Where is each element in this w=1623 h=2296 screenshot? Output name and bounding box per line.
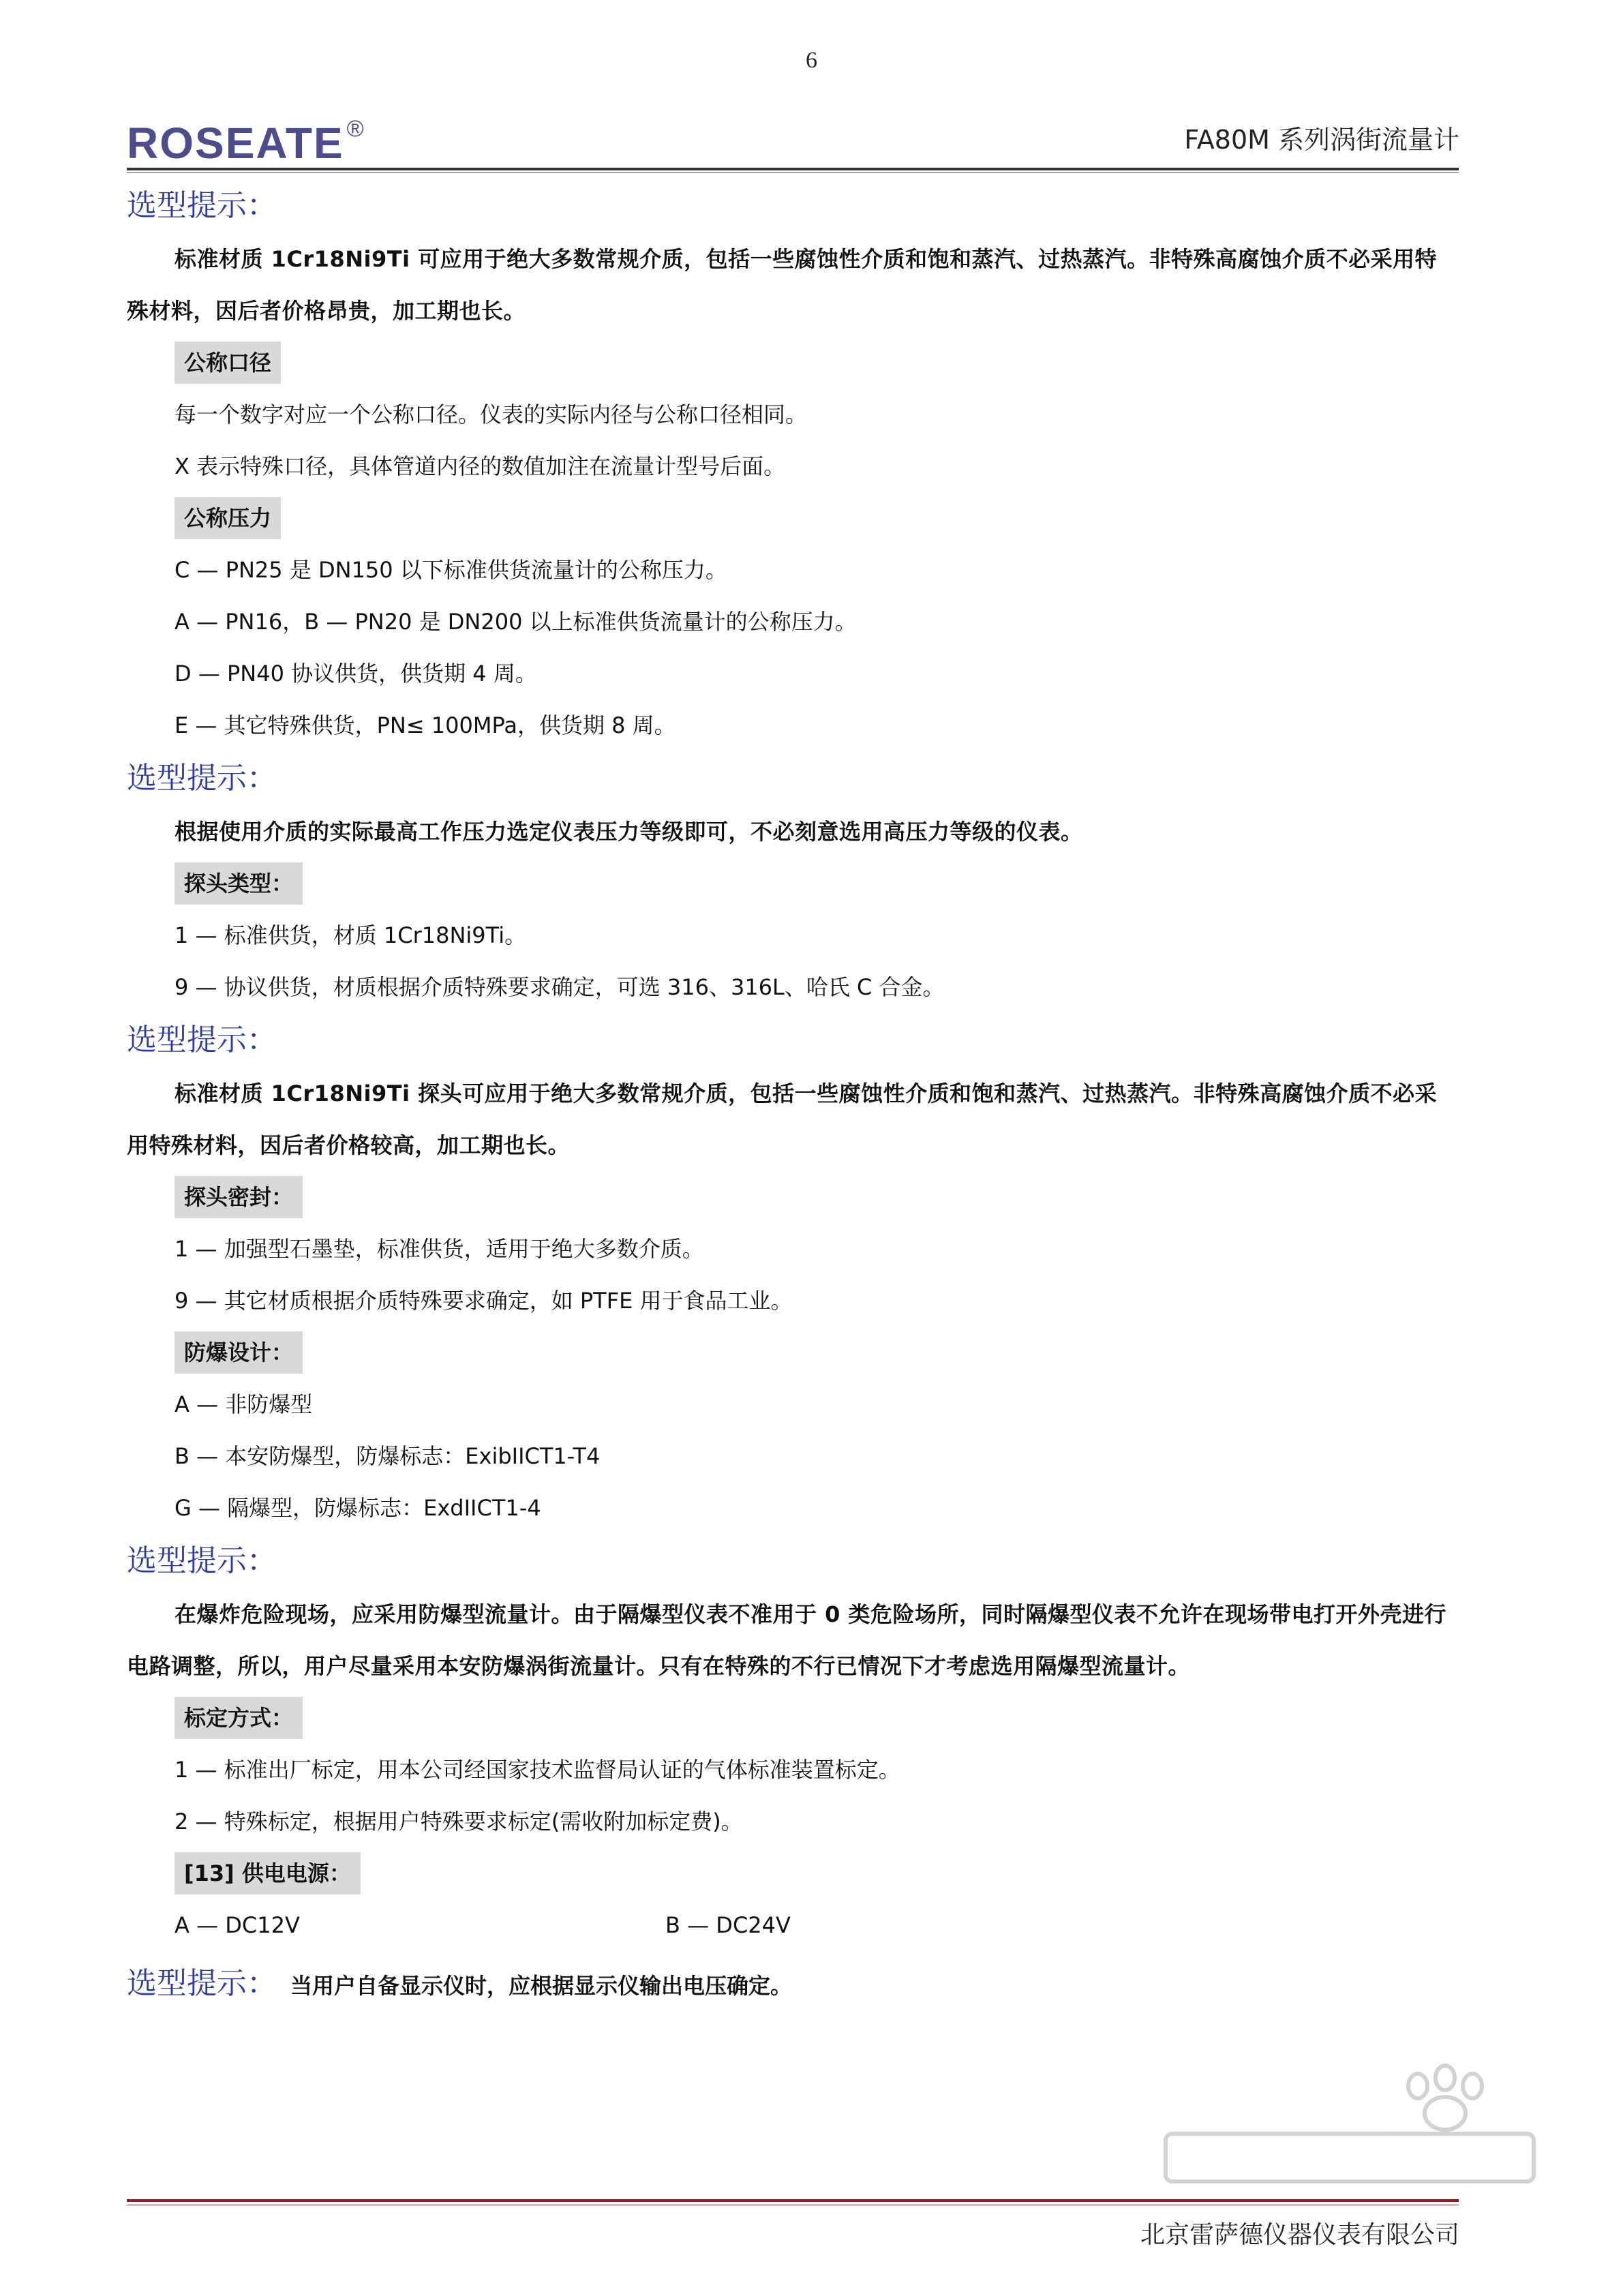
registered-mark: ® [346,116,365,142]
nominal-pressure-line: D — PN40 协议供货，供货期 4 周。 [175,661,537,686]
section-label-wrap [127,858,1459,909]
probe-seal-line: 9 — 其它材质根据介质特殊要求确定，如 PTFE 用于食品工业。 [175,1288,793,1314]
section-label-wrap [127,1327,1459,1378]
header-rule [127,168,1459,170]
nominal-diameter-line: 每一个数字对应一个公称口径。仪表的实际内径与公称口径相同。 [175,402,808,427]
calibration-line: 1 — 标准出厂标定，用本公司经国家技术监督局认证的气体标准装置标定。 [175,1757,900,1783]
tip-text: 标准材质 1Cr18Ni9Ti 探头可应用于绝大多数常规介质，包括一些腐蚀性介质和饱和蒸汽、过热蒸汽。非特殊高腐蚀介质不必采用特殊材料，因后者价格较高，加工期也长。 [127,1081,1438,1158]
nominal-pressure-label: 公称压力 [175,497,281,539]
nominal-diameter-line: X 表示特殊口径，具体管道内径的数值加注在流量计型号后面。 [175,453,786,479]
nominal-pressure-line: E — 其它特殊供货，PN≤ 100MPa，供货期 8 周。 [175,712,676,738]
power-supply-options [127,1899,1459,1951]
section-label-wrap [127,1847,1459,1899]
tip-text: 标准材质 1Cr18Ni9Ti 可应用于绝大多数常规介质，包括一些腐蚀性介质和饱和蒸汽、过热蒸汽。非特殊高腐蚀介质不必采用特殊材料，因后者价格昂贵，加工期也长。 [127,246,1438,324]
tip-text: 根据使用介质的实际最高工作压力选定仪表压力等级即可，不必刻意选用高压力等级的仪表。 [175,819,1083,845]
power-option-b: B — DC24V [665,1912,791,1938]
document-title: FA80M 系列涡街流量计 [1184,125,1459,155]
section-label-wrap [127,337,1459,389]
nominal-pressure-line: C — PN25 是 DN150 以下标准供货流量计的公称压力。 [175,557,727,583]
probe-seal-label: 探头密封： [175,1176,303,1218]
explosion-proof-line: A — 非防爆型 [175,1391,313,1417]
power-supply-label: [13] 供电电源： [175,1852,361,1894]
logo-text: ROSEATE [127,119,344,168]
tip-heading: 选型提示： [127,761,277,796]
explosion-proof-line: B — 本安防爆型，防爆标志：ExibIICT1-T4 [175,1443,601,1469]
nominal-diameter-label: 公称口径 [175,342,281,384]
nominal-pressure-line: A — PN16，B — PN20 是 DN200 以上标准供货流量计的公称压力。 [175,609,857,635]
calibration-line: 2 — 特殊标定，根据用户特殊要求标定(需收附加标定费)。 [175,1809,743,1834]
explosion-proof-line: G — 隔爆型，防爆标志：ExdIICT1-4 [175,1495,541,1521]
section-label-wrap [127,1171,1459,1223]
probe-type-label: 探头类型： [175,862,303,905]
tip-heading: 选型提示： [127,188,277,223]
explosion-proof-label: 防爆设计： [175,1331,303,1374]
tip-text: 当用户自备显示仪时，应根据显示仪输出电压确定。 [290,1973,793,1999]
baidu-paw-icon [1159,2059,1541,2195]
calibration-label: 标定方式： [175,1697,303,1739]
inline-tip [127,1957,1459,2011]
page-number: 6 [806,48,817,73]
probe-seal-line: 1 — 加强型石墨垫，标准供货，适用于绝大多数介质。 [175,1236,704,1262]
tip-text: 在爆炸危险现场，应采用防爆型流量计。由于隔爆型仪表不准用于 0 类危险场所，同时隔爆型仪表不允许在现场带电打开外壳进行电路调整，所以，用户尽量采用本安防爆涡街流量计。只有在特殊的不行已情况下才考虑选用隔爆型流量计。 [127,1601,1447,1679]
probe-type-line: 1 — 标准供货，材质 1Cr18Ni9Ti。 [175,922,527,948]
company-name: 北京雷萨德仪器仪表有限公司 [1140,2221,1459,2249]
header-rule-thin [127,172,1459,173]
footer-rule [127,2199,1459,2202]
section-label-wrap [127,492,1459,544]
section-label-wrap [127,1692,1459,1744]
tip-heading: 选型提示： [127,1966,277,2001]
tip-heading: 选型提示： [127,1023,277,1057]
page-content [127,179,1459,2011]
probe-type-line: 9 — 协议供货，材质根据介质特殊要求确定，可选 316、316L、哈氏 C 合金。 [175,974,945,1000]
company-logo [127,116,365,168]
tip-heading: 选型提示： [127,1543,277,1578]
power-option-a: A — DC12V [175,1912,300,1938]
